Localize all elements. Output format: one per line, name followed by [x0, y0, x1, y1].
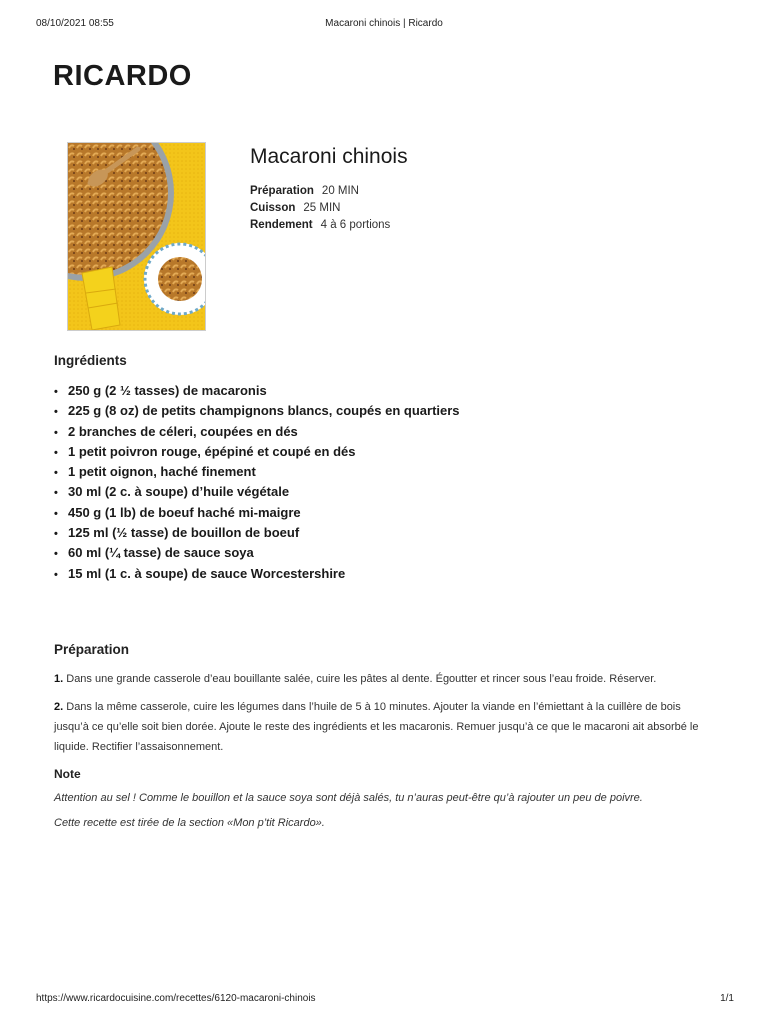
print-datetime: 08/10/2021 08:55	[36, 18, 114, 29]
ingredient-item: • 1 petit poivron rouge, épépiné et coupé en dés	[54, 442, 460, 462]
ingredient-item: • 450 g (1 lb) de boeuf haché mi-maigre	[54, 503, 460, 523]
recipe-title: Macaroni chinois	[250, 145, 408, 168]
step-1	[54, 669, 714, 689]
note-heading: Note	[54, 767, 81, 781]
meta-label: Rendement	[250, 219, 313, 231]
ingredient-item: • 60 ml (¼ tasse) de sauce soya	[54, 543, 460, 563]
ingredients-list	[54, 381, 460, 584]
meta-value: 4 à 6 portions	[320, 219, 391, 231]
step-number: 2.	[54, 701, 64, 713]
ingredient-item: • 1 petit oignon, haché finement	[54, 462, 460, 482]
recipe-photo	[67, 142, 206, 331]
ingredient-item: • 2 branches de céleri, coupées en dés	[54, 422, 460, 442]
ingredient-item: • 125 ml (½ tasse) de bouillon de boeuf	[54, 523, 460, 543]
step-text: Dans une grande casserole d’eau bouillante salée, cuire les pâtes al dente. Égoutter et rincer sous l’eau froide. Réserver.	[66, 673, 657, 685]
meta-rendement	[250, 217, 390, 234]
page-number: 1/1	[720, 993, 734, 1004]
ingredient-item: • 225 g (8 oz) de petits champignons blancs, coupés en quartiers	[54, 401, 460, 421]
meta-preparation	[250, 183, 390, 200]
ingredient-item: • 30 ml (2 c. à soupe) d’huile végétale	[54, 482, 460, 502]
print-header	[0, 18, 768, 32]
preparation-steps	[54, 669, 714, 765]
meta-cuisson	[250, 200, 390, 217]
meta-value: 25 MIN	[303, 202, 341, 214]
meta-label: Préparation	[250, 185, 314, 197]
note-line: Cette recette est tirée de la section «Mon p’tit Ricardo».	[54, 817, 325, 829]
meta-label: Cuisson	[250, 202, 296, 214]
ricardo-logo[interactable]: RICARDO	[53, 60, 192, 92]
ingredients-heading: Ingrédients	[54, 353, 127, 368]
ingredient-item: • 250 g (2 ½ tasses) de macaronis	[54, 381, 460, 401]
note-line: Attention au sel ! Comme le bouillon et la sauce soya sont déjà salés, tu n’auras peut-être qu’à rajouter un peu de poivre.	[54, 792, 643, 804]
print-footer	[0, 993, 768, 1007]
step-text: Dans la même casserole, cuire les légumes dans l’huile de 5 à 10 minutes. Ajouter la viande en l’émiettant à la cuillère de bois jusqu’à ce qu’elle soit bien dorée. Ajoute le reste des ingrédients et les macaronis. Remuer jusqu’à ce que le macaroni ait absorbé le liquide. Rectifier l’assaisonnement.	[54, 701, 699, 753]
step-number: 1.	[54, 673, 64, 685]
preparation-heading: Préparation	[54, 642, 130, 657]
ingredient-item: • 15 ml (1 c. à soupe) de sauce Worcestershire	[54, 564, 460, 584]
print-doc-title: Macaroni chinois | Ricardo	[325, 18, 443, 29]
print-url[interactable]: https://www.ricardocuisine.com/recettes/6120-macaroni-chinois	[36, 993, 316, 1004]
recipe-meta	[250, 183, 390, 234]
step-2	[54, 697, 714, 757]
meta-value: 20 MIN	[321, 185, 359, 197]
note-body	[54, 789, 714, 839]
